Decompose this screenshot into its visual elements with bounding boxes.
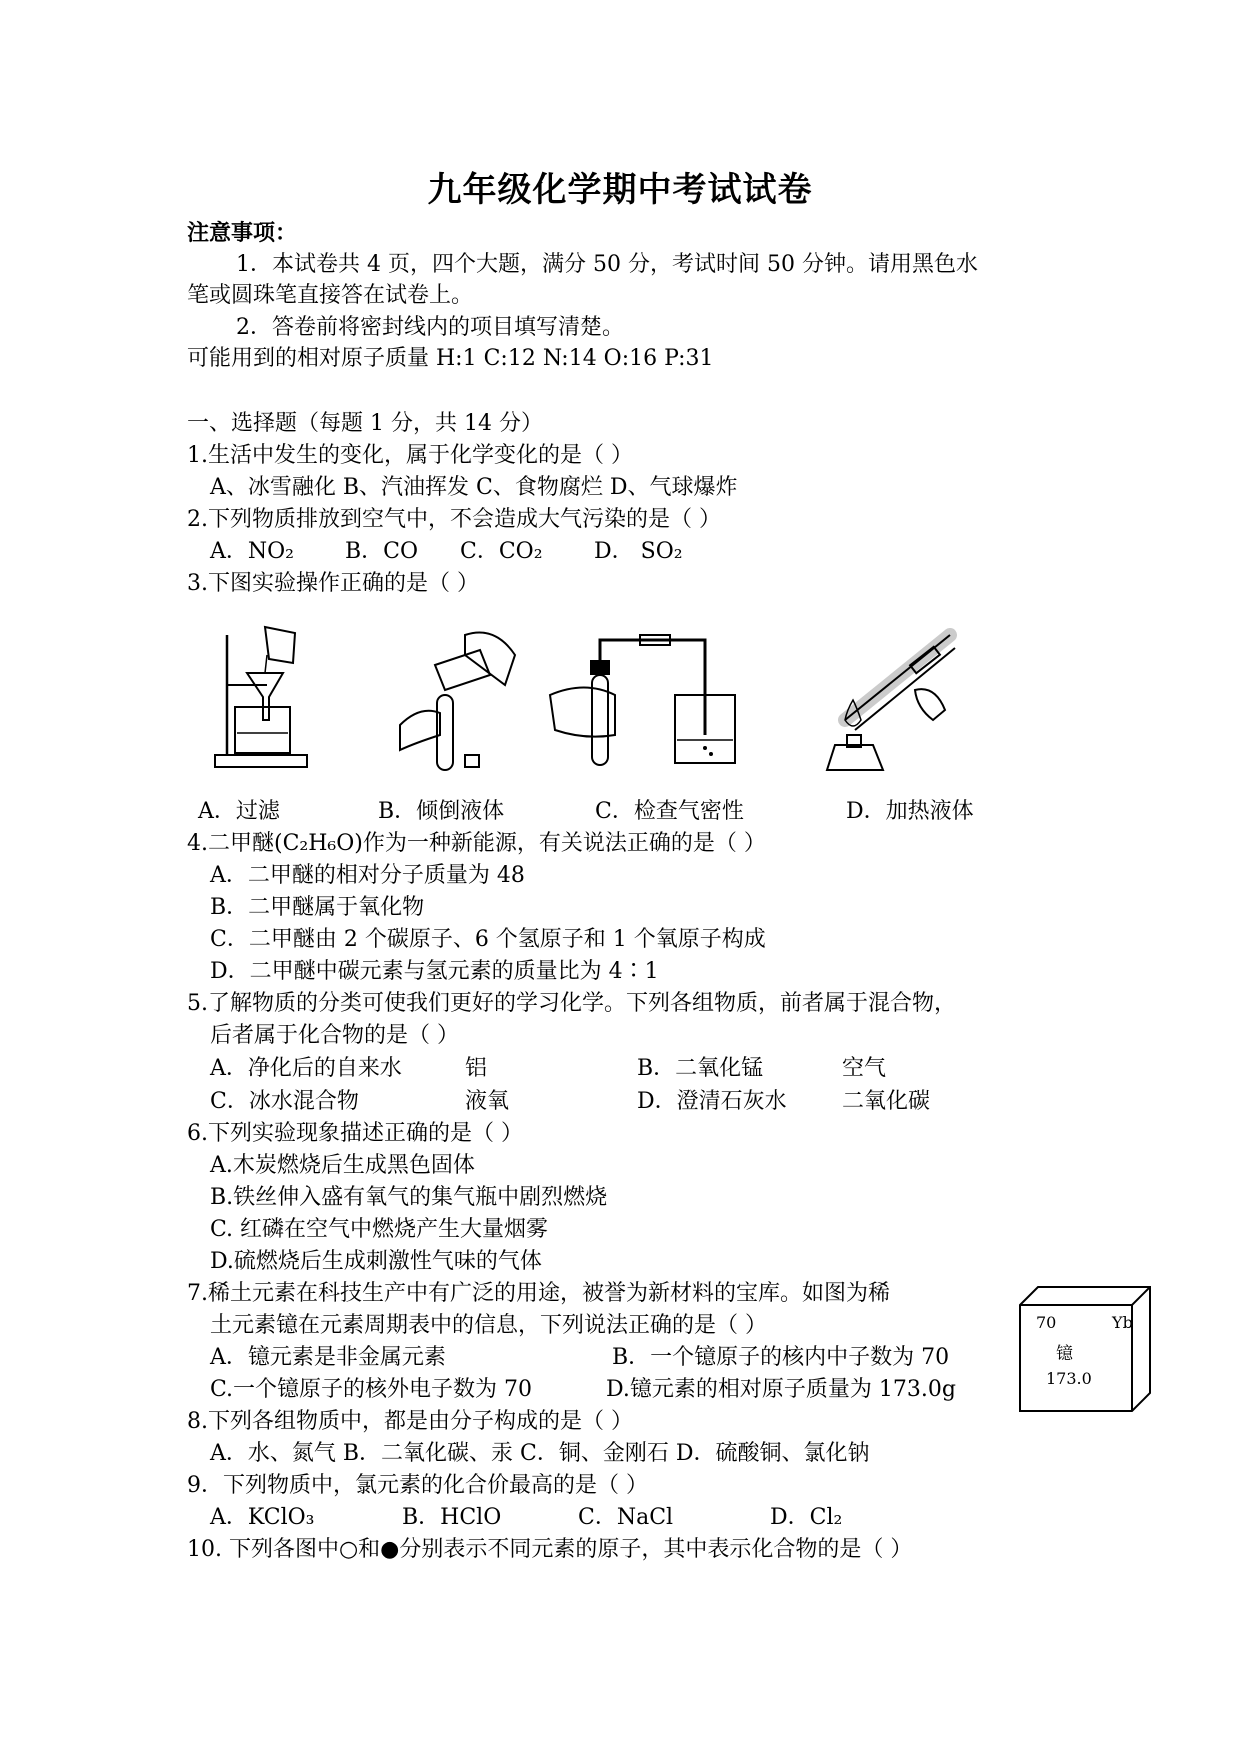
question-1-stem: 1.生活中发生的变化，属于化学变化的是（ ） bbox=[187, 443, 633, 468]
question-9-option-b: B．HClO bbox=[402, 1505, 502, 1530]
question-5-option-c: C．冰水混合物 bbox=[210, 1089, 359, 1114]
question-3-stem: 3.下图实验操作正确的是（ ） bbox=[187, 571, 479, 596]
question-7-stem-cont: 土元素镱在元素周期表中的信息，下列说法正确的是（ ） bbox=[210, 1313, 767, 1338]
question-5-option-c-second: 液氧 bbox=[465, 1089, 510, 1114]
heating-liquid-figure bbox=[805, 620, 965, 775]
element-tile-frame bbox=[1018, 1285, 1153, 1415]
question-4-option-c: C．二甲醚由 2 个碳原子、6 个氢原子和 1 个氧原子构成 bbox=[210, 927, 766, 952]
question-7-stem: 7.稀土元素在科技生产中有广泛的用途，被誉为新材料的宝库。如图为稀 bbox=[187, 1281, 890, 1306]
question-5-option-b: B．二氧化锰 bbox=[637, 1056, 764, 1081]
question-9-option-a: A．KClO₃ bbox=[210, 1505, 315, 1530]
page-title: 九年级化学期中考试试卷 bbox=[427, 170, 813, 210]
notice-item-1-cont: 笔或圆珠笔直接答在试卷上。 bbox=[187, 283, 474, 308]
question-4-option-d: D．二甲醚中碳元素与氢元素的质量比为 4∶1 bbox=[210, 959, 659, 984]
question-5-stem-cont: 后者属于化合物的是（ ） bbox=[210, 1023, 459, 1048]
question-4-option-a: A．二甲醚的相对分子质量为 48 bbox=[210, 863, 525, 888]
question-2-option-a: A．NO₂ bbox=[210, 539, 294, 564]
question-8-options: A．水、氮气 B．二氧化碳、汞 C．铜、金刚石 D．硫酸铜、氯化钠 bbox=[210, 1441, 870, 1466]
question-6-option-a: A.木炭燃烧后生成黑色固体 bbox=[210, 1153, 475, 1178]
pouring-liquid-figure bbox=[395, 625, 535, 775]
notice-item-2: 2．答卷前将密封线内的项目填写清楚。 bbox=[236, 315, 624, 340]
question-3-option-c: C．检查气密性 bbox=[595, 799, 744, 824]
question-2-option-c: C．CO₂ bbox=[460, 539, 543, 564]
question-3-option-d: D．加热液体 bbox=[846, 799, 974, 824]
question-4-stem: 4.二甲醚(C₂H₆O)作为一种新能源，有关说法正确的是（ ） bbox=[187, 831, 766, 856]
question-5-stem: 5.了解物质的分类可使我们更好的学习化学。下列各组物质，前者属于混合物， bbox=[187, 991, 956, 1016]
atomic-mass: 173.0 bbox=[1046, 1369, 1092, 1388]
question-9-stem: 9．下列物质中，氯元素的化合价最高的是（ ） bbox=[187, 1473, 648, 1498]
section-heading: 一、选择题（每题 1 分，共 14 分） bbox=[187, 411, 543, 436]
atomic-mass-line: 可能用到的相对原子质量 H:1 C:12 N:14 O:16 P:31 bbox=[187, 346, 714, 371]
question-5-option-d-second: 二氧化碳 bbox=[842, 1089, 931, 1114]
filtration-figure bbox=[205, 625, 315, 775]
question-1-options: A、冰雪融化 B、汽油挥发 C、食物腐烂 D、气球爆炸 bbox=[210, 475, 738, 500]
element-name: 镱 bbox=[1056, 1344, 1073, 1364]
question-3-option-b: B．倾倒液体 bbox=[378, 799, 505, 824]
question-7-option-d: D.镱元素的相对原子质量为 173.0g bbox=[606, 1377, 956, 1402]
question-8-stem: 8.下列各组物质中，都是由分子构成的是（ ） bbox=[187, 1409, 633, 1434]
airtightness-check-figure bbox=[545, 620, 740, 770]
question-7-option-a: A．镱元素是非金属元素 bbox=[210, 1345, 446, 1370]
question-7-option-c: C.一个镱原子的核外电子数为 70 bbox=[210, 1377, 533, 1402]
question-6-option-b: B.铁丝伸入盛有氧气的集气瓶中剧烈燃烧 bbox=[210, 1185, 608, 1210]
question-5-option-d: D．澄清石灰水 bbox=[637, 1089, 787, 1114]
question-7-option-b: B．一个镱原子的核内中子数为 70 bbox=[612, 1345, 950, 1370]
question-5-option-a-second: 铝 bbox=[465, 1056, 488, 1081]
question-6-option-d: D.硫燃烧后生成刺激性气味的气体 bbox=[210, 1249, 542, 1274]
question-5-option-a: A．净化后的自来水 bbox=[210, 1056, 402, 1081]
question-6-option-c: C. 红磷在空气中燃烧产生大量烟雾 bbox=[210, 1217, 549, 1242]
notice-item-1: 1．本试卷共 4 页，四个大题，满分 50 分，考试时间 50 分钟。请用黑色水 bbox=[236, 252, 978, 277]
question-3-option-a: A．过滤 bbox=[198, 799, 280, 824]
element-tile-ytterbium bbox=[1018, 1285, 1153, 1415]
question-10-stem: 10. 下列各图中○和●分别表示不同元素的原子，其中表示化合物的是（ ） bbox=[187, 1537, 913, 1562]
question-9-option-d: D．Cl₂ bbox=[770, 1505, 843, 1530]
notice-heading: 注意事项： bbox=[187, 220, 298, 246]
question-6-stem: 6.下列实验现象描述正确的是（ ） bbox=[187, 1121, 523, 1146]
question-2-option-d: D． SO₂ bbox=[594, 539, 683, 564]
question-5-option-b-second: 空气 bbox=[842, 1056, 887, 1081]
question-2-stem: 2.下列物质排放到空气中，不会造成大气污染的是（ ） bbox=[187, 507, 721, 532]
question-2-option-b: B．CO bbox=[345, 539, 419, 564]
question-9-option-c: C．NaCl bbox=[578, 1505, 674, 1530]
question-4-option-b: B．二甲醚属于氧化物 bbox=[210, 895, 425, 920]
atomic-number: 70 bbox=[1036, 1313, 1057, 1332]
element-symbol: Yb bbox=[1112, 1313, 1133, 1332]
